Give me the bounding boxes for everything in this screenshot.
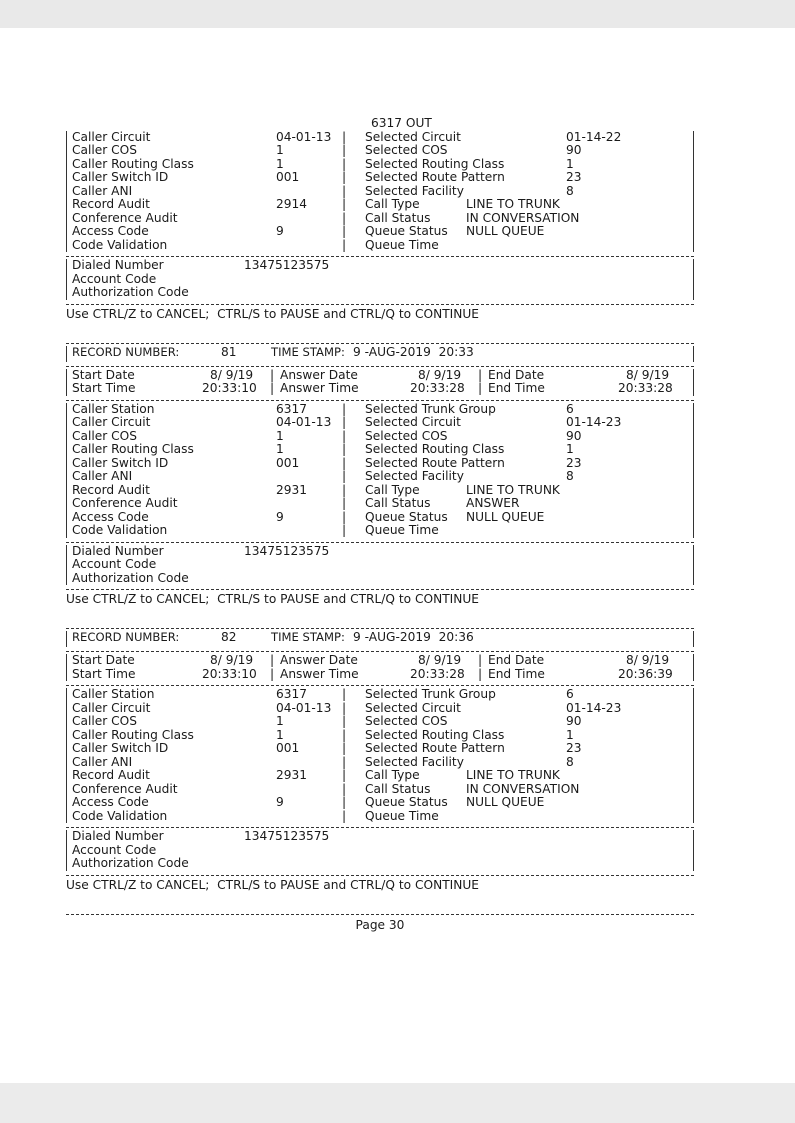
field-value: 001	[276, 741, 300, 755]
record-dialed	[66, 830, 694, 871]
field-label: Caller Circuit	[72, 415, 151, 429]
field-label: Answer Time	[280, 666, 359, 681]
field-label: Start Date	[72, 367, 135, 382]
divider	[66, 542, 694, 543]
divider	[66, 304, 694, 305]
field-value: 9	[276, 224, 284, 238]
field-label: Selected Facility	[365, 469, 464, 483]
field-value: 1	[276, 428, 284, 443]
field-label: Selected Routing Class	[365, 442, 505, 456]
field-label: Caller COS	[72, 714, 137, 728]
field-label: Selected Route Pattern	[365, 741, 505, 755]
field-label: Caller COS	[72, 428, 137, 443]
divider	[66, 827, 694, 828]
field-label: Conference Audit	[72, 210, 178, 225]
field-value: 8	[566, 183, 574, 198]
field-label: Selected Trunk Group	[365, 687, 496, 701]
field-value: NULL QUEUE	[466, 795, 545, 809]
field-value: 20:33:28	[410, 381, 465, 395]
field-value: ANSWER	[466, 496, 520, 510]
field-value: 8	[566, 754, 574, 769]
field-value: LINE TO TRUNK	[466, 482, 560, 497]
time-stamp: 9 -AUG-2019 20:33	[353, 344, 474, 359]
field-value: 01-14-23	[566, 700, 622, 715]
field-label: Record Audit	[72, 768, 150, 782]
field-label: Caller Circuit	[72, 129, 151, 144]
field-label: Code Validation	[72, 808, 168, 823]
field-value: 8/ 9/19	[210, 653, 254, 667]
field-value: 2931	[276, 768, 308, 782]
field-value: 8/ 9/19	[626, 367, 670, 382]
field-label: Selected Facility	[365, 754, 464, 769]
field-label: Selected Route Pattern	[365, 170, 505, 184]
field-label: Caller Switch ID	[72, 741, 169, 755]
divider	[66, 914, 694, 915]
cancel-message: Use CTRL/Z to CANCEL; CTRL/S to PAUSE and CTRL/Q to CONTINUE	[66, 592, 479, 606]
field-label: Account Code	[72, 557, 157, 571]
field-value: 04-01-13	[276, 700, 332, 715]
field-label: Call Status	[365, 210, 431, 225]
field-label: End Date	[488, 653, 545, 667]
field-value: 1	[566, 442, 574, 456]
field-value: NULL QUEUE	[466, 224, 545, 238]
time-stamp: 9 -AUG-2019 20:36	[353, 630, 474, 644]
field-value: 1	[276, 143, 284, 157]
field-label: Dialed Number	[72, 543, 164, 558]
field-label: Queue Time	[365, 808, 439, 823]
field-value: 90	[566, 714, 582, 728]
record-number: 81	[221, 344, 237, 359]
field-value: 2914	[276, 197, 308, 211]
scan-bottom-edge	[0, 1083, 795, 1123]
field-value: 8/ 9/19	[210, 367, 254, 382]
field-label: Caller COS	[72, 143, 137, 157]
field-label: Caller Circuit	[72, 700, 151, 715]
field-label: Queue Status	[365, 509, 448, 524]
record-times: Start Date 8/ 9/19 | Answer Date 8/ 9/19 | End Date 8/ 9/19 Start Time 20:33:10 | Answer Time 20:33:28 | End Time 20:33:28	[66, 369, 694, 396]
field-label: Answer Time	[280, 381, 359, 395]
field-value: 6	[566, 687, 574, 701]
divider	[66, 651, 694, 652]
field-label: End Date	[488, 367, 545, 382]
field-label: Caller Station	[72, 401, 155, 416]
field-label: Record Audit	[72, 197, 150, 211]
field-label: Call Type	[365, 197, 420, 211]
cancel-message: Use CTRL/Z to CANCEL; CTRL/S to PAUSE and CTRL/Q to CONTINUE	[66, 877, 479, 892]
field-value: 1	[566, 727, 574, 742]
field-label: Start Time	[72, 381, 136, 395]
field-value: 8/ 9/19	[418, 367, 462, 382]
field-label: Answer Date	[280, 367, 358, 382]
record-dialed	[66, 545, 694, 586]
scan-top-edge	[0, 0, 795, 28]
field-label: Caller Routing Class	[72, 442, 194, 456]
record-number: 82	[221, 630, 237, 644]
field-label: Queue Status	[365, 795, 448, 809]
page-number: Page 30	[355, 917, 405, 932]
field-value: 20:33:10	[202, 666, 257, 681]
field-label: Selected Circuit	[365, 700, 461, 715]
field-label: Start Date	[72, 653, 135, 667]
field-value: 01-14-22	[566, 129, 622, 144]
field-value: 6317	[276, 687, 308, 701]
partial-top-line: 6317 OUT	[371, 116, 432, 130]
field-value: 13475123575	[244, 829, 330, 843]
field-value: 9	[276, 795, 284, 809]
field-label: Conference Audit	[72, 496, 178, 510]
field-value: IN CONVERSATION	[466, 781, 580, 796]
field-label: End Time	[488, 666, 545, 681]
field-label: End Time	[488, 381, 545, 395]
field-value: 20:33:28	[410, 666, 465, 681]
divider	[66, 875, 694, 876]
field-label: Caller ANI	[72, 183, 133, 198]
field-label: Caller Routing Class	[72, 727, 194, 742]
divider	[66, 685, 694, 686]
field-label: Queue Time	[365, 237, 439, 252]
field-label: Start Time	[72, 666, 136, 681]
partial-dialed-box	[66, 259, 694, 300]
field-value: 1	[276, 156, 284, 171]
field-value: LINE TO TRUNK	[466, 197, 560, 211]
field-value: 1	[566, 156, 574, 171]
field-value: 20:33:10	[202, 381, 257, 395]
field-label: Authorization Code	[72, 285, 189, 299]
time-stamp-label: TIME STAMP:	[271, 344, 345, 359]
field-value: 23	[566, 170, 582, 184]
field-label: Call Type	[365, 482, 420, 497]
field-label: Conference Audit	[72, 781, 178, 796]
call-record	[66, 343, 694, 609]
field-label: Code Validation	[72, 523, 168, 537]
call-detail-report	[66, 117, 694, 932]
field-value: LINE TO TRUNK	[466, 768, 560, 782]
field-value: 001	[276, 170, 300, 184]
field-label: Dialed Number	[72, 258, 164, 272]
field-value: 001	[276, 455, 300, 470]
record-header	[66, 631, 694, 647]
field-label: Caller Routing Class	[72, 156, 194, 171]
field-label: Selected COS	[365, 714, 448, 728]
field-label: Queue Status	[365, 224, 448, 238]
time-stamp-label: TIME STAMP:	[271, 630, 345, 644]
field-value: 1	[276, 727, 284, 742]
field-label: Selected Circuit	[365, 415, 461, 429]
field-value: 8	[566, 469, 574, 483]
field-label: Access Code	[72, 795, 149, 809]
field-label: Selected Route Pattern	[365, 455, 505, 470]
field-label: Account Code	[72, 271, 157, 286]
divider	[66, 256, 694, 257]
field-value: 1	[276, 442, 284, 456]
field-value: IN CONVERSATION	[466, 210, 580, 225]
record-number-label: RECORD NUMBER:	[72, 344, 180, 359]
field-label: Authorization Code	[72, 570, 189, 585]
field-label: Call Status	[365, 781, 431, 796]
field-value: 23	[566, 741, 582, 755]
field-label: Caller Switch ID	[72, 170, 169, 184]
field-value: 6317	[276, 401, 308, 416]
field-value: NULL QUEUE	[466, 509, 545, 524]
field-value: 1	[276, 714, 284, 728]
divider	[66, 343, 694, 344]
field-label: Caller ANI	[72, 754, 133, 769]
field-value: 2931	[276, 482, 308, 497]
call-record	[66, 628, 694, 894]
field-label: Selected COS	[365, 428, 448, 443]
field-label: Access Code	[72, 224, 149, 238]
field-label: Call Status	[365, 496, 431, 510]
field-label: Queue Time	[365, 523, 439, 537]
field-value: 9	[276, 509, 284, 524]
partial-body-box: Caller Circuit 04-01-13 | Selected Circuit 01-14-22 Caller COS 1 | Selected COS 90 Caller Routing Class 1 | Selected Routing Class 1 Caller Switch ID 001 | Selected Route Pattern 23 Caller ANI | Selected Facility 8 Record Audit 2914 | Call Type LINE TO TRUNK Conference Audit | Call Status IN CONVERSATION Access Code 9 | Queue Status NULL QUEUE Code Validation | Queue Time	[66, 131, 694, 253]
field-label: Caller Switch ID	[72, 455, 169, 470]
field-label: Selected Routing Class	[365, 156, 505, 171]
field-value: 20:33:28	[618, 381, 673, 395]
field-label: Selected Trunk Group	[365, 401, 496, 416]
record-times: Start Date 8/ 9/19 | Answer Date 8/ 9/19 | End Date 8/ 9/19 Start Time 20:33:10 | Answer Time 20:33:28 | End Time 20:36:39	[66, 654, 694, 681]
field-label: Selected Routing Class	[365, 727, 505, 742]
divider	[66, 400, 694, 401]
partial-record	[66, 117, 694, 323]
field-label: Code Validation	[72, 237, 168, 252]
field-value: 90	[566, 143, 582, 157]
field-value: 13475123575	[244, 258, 330, 272]
record-body: Caller Station 6317 | Selected Trunk Group 6 Caller Circuit 04-01-13 | Selected Circuit 01-14-23 Caller COS 1 | Selected COS 90 Caller Routing Class 1 | Selected Routing Class 1 Caller Switch ID 001 | Selected Route Pattern 23 Caller ANI | Selected Facility 8 Record Audit 2931 | Call Type LINE TO TRUNK Conference Audit | Call Status ANSWER Access Code 9 | Queue Status NULL QUEUE Code Validation | Queue Time	[66, 403, 694, 538]
field-value: 13475123575	[244, 543, 330, 558]
field-label: Selected Circuit	[365, 129, 461, 144]
field-label: Caller ANI	[72, 469, 133, 483]
field-label: Access Code	[72, 509, 149, 524]
field-value: 8/ 9/19	[418, 653, 462, 667]
divider	[66, 628, 694, 629]
field-label: Dialed Number	[72, 829, 164, 843]
record-body: Caller Station 6317 | Selected Trunk Group 6 Caller Circuit 04-01-13 | Selected Circuit 01-14-23 Caller COS 1 | Selected COS 90 Caller Routing Class 1 | Selected Routing Class 1 Caller Switch ID 001 | Selected Route Pattern 23 Caller ANI | Selected Facility 8 Record Audit 2931 | Call Type LINE TO TRUNK Conference Audit | Call Status IN CONVERSATION Access Code 9 | Queue Status NULL QUEUE Code Validation | Queue Time	[66, 688, 694, 823]
field-label: Account Code	[72, 842, 157, 857]
field-value: 01-14-23	[566, 415, 622, 429]
divider	[66, 366, 694, 367]
field-label: Selected Facility	[365, 183, 464, 198]
field-label: Authorization Code	[72, 856, 189, 870]
field-value: 23	[566, 455, 582, 470]
field-value: 6	[566, 401, 574, 416]
field-label: Call Type	[365, 768, 420, 782]
record-header	[66, 346, 694, 362]
field-value: 20:36:39	[618, 666, 673, 681]
cancel-message: Use CTRL/Z to CANCEL; CTRL/S to PAUSE and CTRL/Q to CONTINUE	[66, 306, 479, 321]
field-value: 90	[566, 428, 582, 443]
field-value: 8/ 9/19	[626, 653, 670, 667]
record-number-label: RECORD NUMBER:	[72, 630, 180, 644]
field-label: Selected COS	[365, 143, 448, 157]
divider	[66, 589, 694, 590]
field-label: Caller Station	[72, 687, 155, 701]
field-value: 04-01-13	[276, 129, 332, 144]
field-label: Answer Date	[280, 653, 358, 667]
field-label: Record Audit	[72, 482, 150, 497]
field-value: 04-01-13	[276, 415, 332, 429]
